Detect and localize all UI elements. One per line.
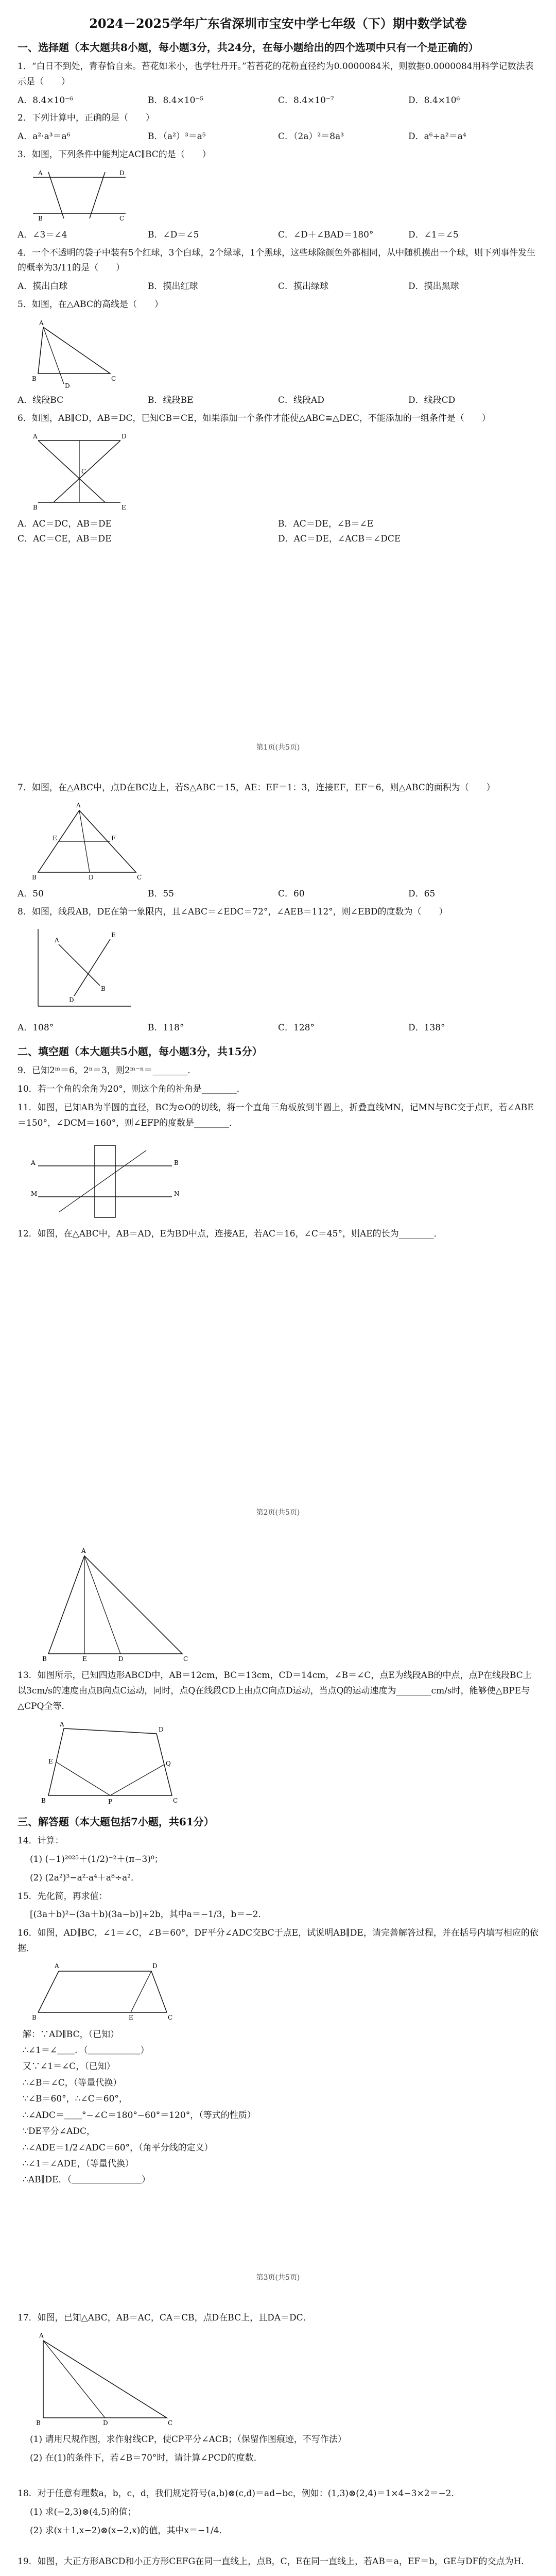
svg-text:C: C xyxy=(137,873,142,881)
option-a: A．a²·a³＝a⁶ xyxy=(18,131,71,142)
question-8-figure xyxy=(28,924,141,1016)
question-6-figure xyxy=(28,430,131,513)
question-1-options xyxy=(18,93,538,108)
svg-text:B: B xyxy=(174,1159,179,1167)
proof-line: 又∵∠1＝∠C，（已知） xyxy=(23,2061,115,2072)
proof-line: ∴∠ADC＝＿＿°−∠C＝180°−60°＝120°，（等式的性质） xyxy=(23,2110,256,2121)
question-6: 6．如图，AB∥CD，AB＝DC，已知CB＝CE，如果添加一个条件才能使△ABC≌△DEC，不能添加的一组条件是（ ） xyxy=(18,413,491,423)
page-2 xyxy=(0,765,556,1530)
svg-text:C: C xyxy=(173,1797,178,1805)
question-3: 3．如图，下列条件中能判定AC∥BC的是（ ） xyxy=(18,149,211,160)
svg-text:A: A xyxy=(76,801,81,809)
question-14: 14．计算： xyxy=(18,1836,64,1846)
option-c: C．AC＝CE，AB＝DE xyxy=(18,534,112,545)
question-18-part-1: (1) 求(−2,3)⊗(4,5)的值； xyxy=(30,2507,136,2517)
question-16-proof xyxy=(18,2027,538,2189)
question-12-figure xyxy=(28,1546,193,1664)
option-c: C．60 xyxy=(278,888,305,899)
question-15: 15．先化简，再求值： xyxy=(18,1891,108,1902)
svg-text:A: A xyxy=(33,433,38,440)
option-c: C．线段AD xyxy=(278,395,324,405)
svg-text:E: E xyxy=(82,1655,87,1663)
question-6-options xyxy=(18,517,538,547)
option-c: C．（2a）²＝8a³ xyxy=(278,131,344,142)
svg-text:C: C xyxy=(111,375,116,382)
option-b: B．AC＝DE，∠B＝∠E xyxy=(278,519,374,530)
svg-text:D: D xyxy=(103,2419,108,2427)
svg-text:C: C xyxy=(168,2013,173,2021)
question-13-figure xyxy=(28,1718,193,1806)
svg-text:C: C xyxy=(183,1655,188,1663)
option-b: B．摸出红球 xyxy=(148,281,198,292)
question-12: 12．如图，在△ABC中，AB＝AD，E为BD中点，连接AE，若AC＝16，∠C＝45°，则AE的长为________． xyxy=(18,1229,443,1240)
svg-text:E: E xyxy=(111,931,116,939)
svg-text:A: A xyxy=(55,937,59,944)
option-c: C．128° xyxy=(278,1023,315,1033)
svg-text:M: M xyxy=(31,1190,38,1198)
question-3-options xyxy=(18,228,538,243)
svg-text:C: C xyxy=(119,214,125,222)
svg-text:B: B xyxy=(33,504,38,512)
option-a: A．AC＝DC，AB＝DE xyxy=(18,519,112,530)
svg-text:A: A xyxy=(39,319,44,327)
option-b: B．55 xyxy=(148,888,175,899)
option-d: D．∠1＝∠5 xyxy=(408,229,459,240)
question-8: 8．如图，线段AB，DE在第一象限内，且∠ABC＝∠EDC＝72°，∠AEB＝112°，则∠EBD的度数为（ ） xyxy=(18,906,448,917)
page-3 xyxy=(0,1530,556,2295)
svg-text:P: P xyxy=(108,1798,113,1806)
option-d: D．a⁶÷a²＝a⁴ xyxy=(408,131,466,142)
svg-text:B: B xyxy=(32,375,37,382)
page-footer: 第1页(共5页) xyxy=(256,743,300,752)
option-d: D．线段CD xyxy=(408,395,456,405)
question-18-part-2: (2) 求(x＋1,x−2)⊗(x−2,x)的值，其中x＝−1/4． xyxy=(30,2525,228,2536)
option-b: B．8.4×10⁻⁵ xyxy=(148,95,204,106)
option-a: A．8.4×10⁻⁶ xyxy=(18,95,73,106)
svg-text:E: E xyxy=(48,1758,53,1766)
section-choice-heading: 一、选择题（本大题共8小题，每小题3分，共24分，在每小题给出的四个选项中只有一个是正确的） xyxy=(18,41,479,54)
svg-text:A: A xyxy=(39,2331,44,2339)
svg-text:B: B xyxy=(42,1655,47,1663)
question-17-figure xyxy=(28,2330,182,2428)
question-4: 4．一个不透明的袋子中装有5个红球，3个白球，2个绿球，1个黑球，这些球除颜色外都相同，从中随机摸出一个球，则下列事件发生的概率为3/11的是（ ） xyxy=(18,247,536,274)
question-2: 2．下列计算中，正确的是（ ） xyxy=(18,113,154,124)
svg-text:C: C xyxy=(168,2419,173,2427)
question-8-options xyxy=(18,1021,538,1036)
option-d: D．AC＝DE，∠ACB＝∠DCE xyxy=(278,534,401,545)
question-14-part-2: (2) (2a²)³−a²·a⁴＋a⁸÷a²． xyxy=(30,1872,140,1883)
section-answer-heading: 三、解答题（本大题包括7小题，共61分） xyxy=(18,1816,214,1828)
page-footer: 第3页(共5页) xyxy=(256,2274,300,2282)
question-7-options xyxy=(18,887,538,902)
question-11-figure xyxy=(28,1135,182,1223)
question-14-part-1: (1) (−1)²⁰²⁵＋(1/2)⁻²＋(π−3)⁰； xyxy=(30,1854,163,1865)
option-d: D．138° xyxy=(408,1023,445,1033)
proof-line: ∵DE平分∠ADC， xyxy=(23,2126,96,2137)
svg-text:B: B xyxy=(32,873,37,881)
question-5-options xyxy=(18,393,538,408)
svg-text:D: D xyxy=(119,169,125,177)
proof-line: ∵∠B＝60°，∴∠C＝60°， xyxy=(23,2094,128,2105)
option-b: B．118° xyxy=(148,1023,184,1033)
svg-text:B: B xyxy=(38,214,43,222)
proof-line: ∴∠ADE＝1/2∠ADC＝60°，（角平分线的定义） xyxy=(23,2142,213,2153)
question-19: 19．如图，大正方形ABCD和小正方形CEFG在同一直线上，点B，C，E在同一直线上，若AB＝a，EF＝b，GE与DF的交点为H． xyxy=(18,2556,530,2567)
question-15-expression: [(3a＋b)²−(3a＋b)(3a−b)]÷2b，其中a＝−1/3，b＝−2． xyxy=(30,1909,267,1920)
svg-text:D: D xyxy=(118,1655,124,1663)
svg-text:F: F xyxy=(111,834,116,842)
question-18: 18．对于任意有理数a，b，c，d，我们规定符号(a,b)⊗(c,d)＝ad−bc，例如：(1,3)⊗(2,4)＝1×4−3×2＝−2． xyxy=(18,2488,460,2499)
svg-text:A: A xyxy=(55,1962,59,1970)
option-a: A．∠3＝∠4 xyxy=(18,229,67,240)
option-b: B．线段BE xyxy=(148,395,194,405)
question-5-figure xyxy=(28,317,120,389)
svg-text:B: B xyxy=(32,2013,37,2021)
option-d: D．65 xyxy=(408,888,436,899)
exam-title: 2024－2025学年广东省深圳市宝安中学七年级（下）期中数学试卷 xyxy=(89,16,467,31)
svg-text:B: B xyxy=(41,1797,46,1805)
question-9: 9．已知2ᵐ＝6，2ⁿ＝3，则2ᵐ⁻ⁿ＝________． xyxy=(18,1065,197,1076)
svg-text:A: A xyxy=(31,1159,36,1167)
question-17-part-1: (1) 请用尺规作图，求作射线CP，使CP平分∠ACB；（保留作图痕迹，不写作法） xyxy=(30,2434,346,2445)
svg-text:D: D xyxy=(69,996,74,1004)
option-a: A．线段BC xyxy=(18,395,64,405)
section-fill-heading: 二、填空题（本大题共5小题，每小题3分，共15分） xyxy=(18,1045,263,1058)
svg-text:B: B xyxy=(36,2419,41,2427)
proof-line: 解：∵AD∥BC，（已知） xyxy=(23,2029,119,2040)
proof-line: ∴AB∥DE．（＿＿＿＿＿＿＿＿） xyxy=(23,2175,150,2185)
question-7: 7．如图，在△ABC中，点D在BC边上，若S△ABC＝15，AE：EF＝1：3，连接EF，EF＝6，则△ABC的面积为（ ） xyxy=(18,783,495,793)
question-17-part-2: (2) 在(1)的条件下，若∠B＝70°时，请计算∠PCD的度数． xyxy=(30,2452,263,2463)
svg-text:A: A xyxy=(60,1721,64,1728)
question-5: 5．如图，在△ABC的高线是（ ） xyxy=(18,299,163,310)
svg-text:D: D xyxy=(121,433,127,440)
question-7-figure xyxy=(28,800,146,883)
option-c: C．摸出绿球 xyxy=(278,281,329,292)
svg-text:A: A xyxy=(81,1547,86,1554)
svg-text:C: C xyxy=(81,468,86,476)
proof-line: ∴∠B＝∠C，（等量代换） xyxy=(23,2077,122,2088)
option-a: A．摸出白球 xyxy=(18,281,68,292)
question-19-figure xyxy=(28,2573,162,2576)
svg-text:D: D xyxy=(152,1962,158,1970)
svg-text:A: A xyxy=(38,169,43,177)
page-1 xyxy=(0,0,556,765)
question-11: 11．如图，已知AB为半圆的直径，BC为⊙O的切线，将一个直角三角板放到半圆上，折叠直线MN，记MN与BC交于点E，若∠ABE＝150°，∠DCM＝160°，则∠EFP的度数是________． xyxy=(18,1102,534,1128)
svg-text:D: D xyxy=(159,1726,164,1734)
question-2-options xyxy=(18,129,538,144)
question-16-figure xyxy=(28,1961,172,2023)
page-footer: 第2页(共5页) xyxy=(256,1509,300,1517)
svg-text:E: E xyxy=(53,834,57,842)
question-17: 17．如图，已知△ABC，AB＝AC，CA＝CB，点D在BC上，且DA＝DC． xyxy=(18,2313,312,2323)
question-13: 13．如图所示，已知四边形ABCD中，AB＝12cm，BC＝13cm，CD＝14cm，∠B＝∠C，点E为线段AB的中点，点P在线段BC上以3cm/s的速度由点B向点C运动，同时，点Q在线段CD上由点C向点D运动，当点Q的运动速度为________cm/s时，能够使△BPE与△CPQ全等． xyxy=(18,1670,532,1711)
svg-text:N: N xyxy=(174,1190,180,1198)
svg-text:E: E xyxy=(121,504,126,512)
option-a: A．108° xyxy=(18,1023,54,1033)
svg-text:B: B xyxy=(101,985,106,993)
page-4 xyxy=(0,2295,556,2576)
proof-line: ∴∠1＝∠ADE，（等量代换） xyxy=(23,2159,134,2169)
proof-line: ∴∠1＝∠＿＿．（＿＿＿＿＿＿） xyxy=(23,2045,149,2056)
question-10: 10．若一个角的余角为20°，则这个角的补角是________． xyxy=(18,1084,246,1095)
question-3-figure xyxy=(28,167,131,224)
option-d: D．摸出黑球 xyxy=(408,281,459,292)
option-d: D．8.4×10⁶ xyxy=(408,95,460,106)
svg-text:E: E xyxy=(129,2013,133,2021)
option-c: C．∠D＋∠BAD＝180° xyxy=(278,229,374,240)
question-16: 16．如图，AD∥BC，∠1＝∠C，∠B＝60°，DF平分∠ADC交BC于点E，试说明AB∥DE，请完善解答过程，并在括号内填写相应的依据． xyxy=(18,1928,538,1954)
question-1: 1．“白日不到处，青春恰自来。苔花如米小，也学牡丹开。”若苔花的花粉直径约为0.0000084米，则数据0.0000084用科学记数法表示是（ ） xyxy=(18,61,534,87)
option-b: B．（a²）³＝a⁵ xyxy=(148,131,206,142)
option-c: C．8.4×10⁻⁷ xyxy=(278,95,334,106)
svg-text:D: D xyxy=(65,382,70,389)
option-b: B．∠D＝∠5 xyxy=(148,229,199,240)
svg-text:D: D xyxy=(89,873,94,881)
question-4-options xyxy=(18,279,538,294)
svg-text:Q: Q xyxy=(166,1760,171,1768)
option-a: A．50 xyxy=(18,888,44,899)
